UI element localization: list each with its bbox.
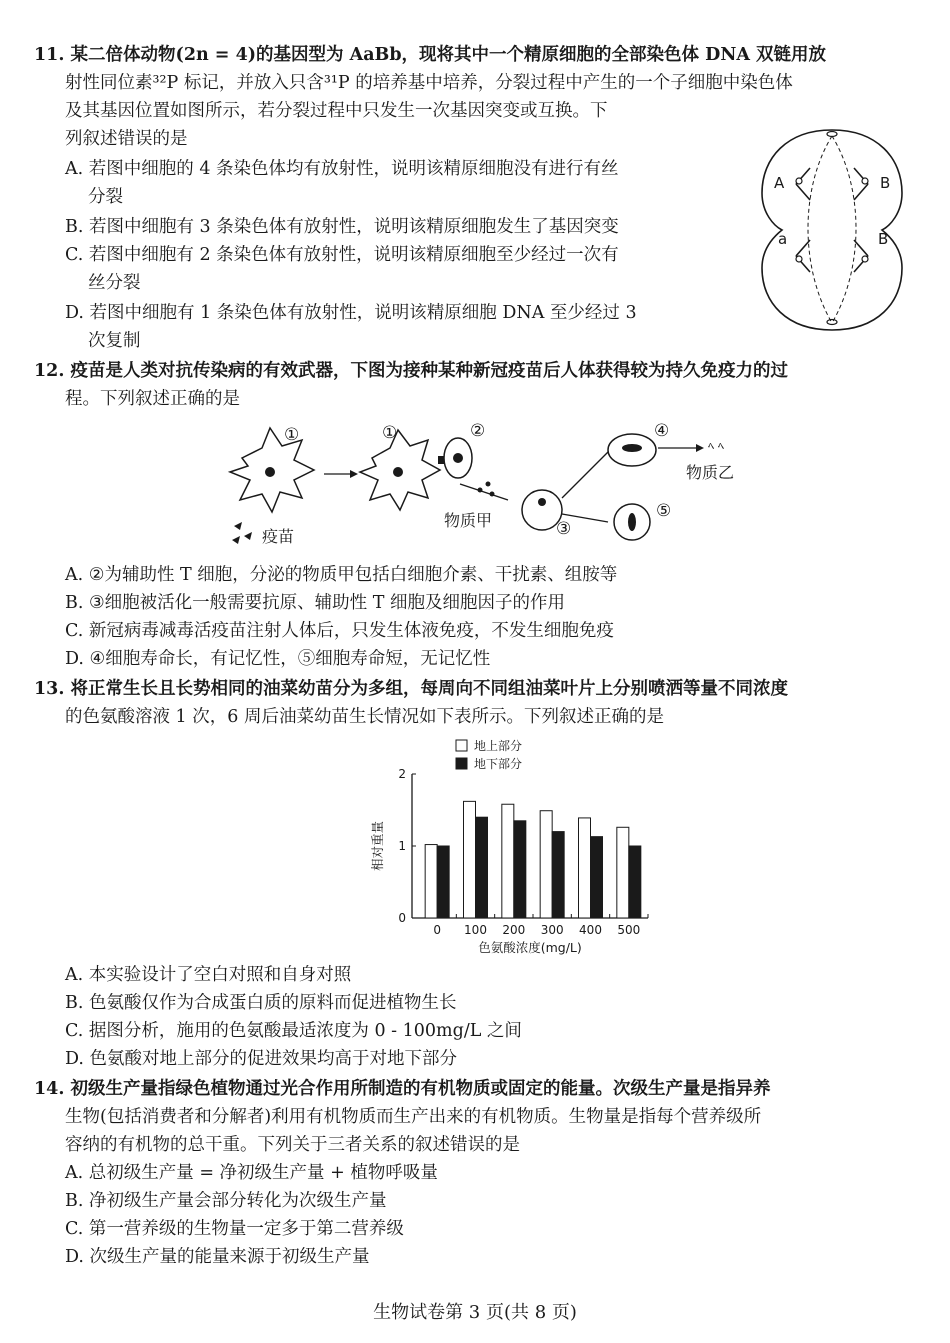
arrow-5-head xyxy=(696,444,704,452)
bar-400-0 xyxy=(579,818,591,918)
substance-a-label: 物质甲 xyxy=(444,511,493,530)
chromosome-bl-arm1 xyxy=(796,240,810,256)
x-tick-label-0: 0 xyxy=(433,923,441,937)
q14-line-1: 14. 初级生产量指绿色植物通过光合作用所制造的有机物质或固定的能量。次级生产量是指异养 xyxy=(34,1079,771,1099)
q11-line-3: 及其基因位置如图所示，若分裂过程中只发生一次基因突变或互换。下 xyxy=(65,101,608,121)
y-tick-label-0: 0 xyxy=(398,911,406,925)
legend-swatch-1 xyxy=(456,758,467,769)
substance-dot-2 xyxy=(486,482,491,487)
y-tick-label-2: 2 xyxy=(398,767,406,781)
bar-400-1 xyxy=(591,837,603,918)
centromere-tr xyxy=(862,178,868,184)
plasma-cell-nucleus xyxy=(622,444,642,452)
q12-option-c: C. 新冠病毒减毒活疫苗注射人体后，只发生体液免疫，不发生细胞免疫 xyxy=(65,621,614,641)
cell-division-figure xyxy=(752,118,932,343)
immune-process-figure xyxy=(222,418,742,558)
gene-label-a: a xyxy=(778,230,788,248)
bar-500-0 xyxy=(617,827,629,918)
q11-option-b: B. 若图中细胞有 3 条染色体有放射性，说明该精原细胞发生了基因突变 xyxy=(65,217,619,237)
y-axis-label: 相对重量 xyxy=(370,820,385,872)
label-5: ⑤ xyxy=(656,501,672,521)
q12-option-d: D. ④细胞寿命长，有记忆性，⑤细胞寿命短，无记忆性 xyxy=(65,649,491,669)
gene-label-B-top: B xyxy=(880,174,891,192)
centrosome-bottom xyxy=(827,320,837,325)
gene-label-B-bottom: B xyxy=(878,230,889,248)
q13-option-c: C. 据图分析，施用的色氨酸最适浓度为 0 - 100mg/L 之间 xyxy=(65,1021,522,1041)
q14-option-b: B. 净初级生产量会部分转化为次级生产量 xyxy=(65,1191,387,1211)
bar-300-1 xyxy=(552,832,564,918)
vaccine-particles xyxy=(232,522,252,544)
q13-option-a: A. 本实验设计了空白对照和自身对照 xyxy=(65,965,352,985)
arrow-1-head xyxy=(350,470,358,478)
q11-option-c-cont: 丝分裂 xyxy=(88,273,141,293)
chromosome-tr-arm2 xyxy=(854,184,868,200)
q12-option-b: B. ③细胞被活化一般需要抗原、辅助性 T 细胞及细胞因子的作用 xyxy=(65,593,565,613)
q13-line-2: 的色氨酸溶液 1 次，6 周后油菜幼苗生长情况如下表所示。下列叙述正确的是 xyxy=(65,707,664,727)
legend-swatch-0 xyxy=(456,740,467,751)
antibody-symbols: ﾍ ﾍ xyxy=(708,439,724,453)
arrow-2 xyxy=(460,484,508,500)
q11-option-a: A. 若图中细胞的 4 条染色体均有放射性，说明该精原细胞没有进行有丝 xyxy=(65,159,619,179)
centromere-tl xyxy=(796,178,802,184)
spindle-left xyxy=(808,136,832,323)
centrosome-top xyxy=(827,132,837,137)
q11-option-a-cont: 分裂 xyxy=(88,187,123,207)
substance-b-label: 物质乙 xyxy=(686,463,735,482)
q12-line-2: 程。下列叙述正确的是 xyxy=(65,389,240,409)
vaccine-label: 疫苗 xyxy=(262,527,295,546)
b-cell-nucleus xyxy=(538,498,546,506)
bar-100-1 xyxy=(476,817,488,918)
memory-cell-nucleus xyxy=(628,513,636,531)
legend-label-1: 地下部分 xyxy=(474,757,523,771)
q14-option-c: C. 第一营养级的生物量一定多于第二营养级 xyxy=(65,1219,404,1239)
gene-label-A: A xyxy=(774,174,785,192)
bar-500-1 xyxy=(629,846,641,918)
chromosome-br-arm1 xyxy=(854,240,868,256)
bar-300-0 xyxy=(540,811,552,918)
q11-option-c: C. 若图中细胞有 2 条染色体有放射性，说明该精原细胞至少经过一次有 xyxy=(65,245,619,265)
arrow-3 xyxy=(562,452,608,498)
bar-200-0 xyxy=(502,804,514,918)
spindle-right xyxy=(832,136,856,323)
x-tick-label-2: 200 xyxy=(502,923,526,937)
label-2: ② xyxy=(470,421,486,441)
x-tick-label-3: 300 xyxy=(540,923,564,937)
q12-line-1: 12. 疫苗是人类对抗传染病的有效武器，下图为接种某种新冠疫苗后人体获得较为持久免疫力的过 xyxy=(34,361,789,381)
q14-line-3: 容纳的有机物的总干重。下列关于三者关系的叙述错误的是 xyxy=(65,1135,520,1155)
apc-nucleus-1 xyxy=(265,467,275,477)
x-tick-label-1: 100 xyxy=(464,923,487,937)
q11-line-4: 列叙述错误的是 xyxy=(65,129,188,149)
q13-option-b: B. 色氨酸仅作为合成蛋白质的原料而促进植物生长 xyxy=(65,993,457,1013)
bar-100-0 xyxy=(464,801,476,918)
q13-option-d: D. 色氨酸对地上部分的促进效果均高于对地下部分 xyxy=(65,1049,458,1069)
q12-option-a: A. ②为辅助性 T 细胞，分泌的物质甲包括白细胞介素、干扰素、组胺等 xyxy=(65,565,618,585)
q11-option-d: D. 若图中细胞有 1 条染色体有放射性，说明该精原细胞 DNA 至少经过 3 xyxy=(65,303,637,323)
apc-nucleus-2 xyxy=(393,467,403,477)
label-4: ④ xyxy=(654,421,670,441)
y-tick-label-1: 1 xyxy=(398,839,406,853)
centromere-br xyxy=(862,256,868,262)
x-tick-label-5: 500 xyxy=(617,923,641,937)
q11-option-d-cont: 次复制 xyxy=(88,331,141,351)
label-1b: ① xyxy=(382,423,398,443)
bar-0-0 xyxy=(425,845,437,918)
centromere-bl xyxy=(796,256,802,262)
legend-label-0: 地上部分 xyxy=(474,739,523,753)
page-footer: 生物试卷第 3 页(共 8 页) xyxy=(373,1302,577,1323)
label-1a: ① xyxy=(284,425,300,445)
tryptophan-bar-chart xyxy=(364,732,664,960)
bar-0-1 xyxy=(437,846,449,918)
q11-line-2: 射性同位素³²P 标记，并放入只含³¹P 的培养基中培养，分裂过程中产生的一个子细胞中染色体 xyxy=(65,73,793,93)
q14-option-a: A. 总初级生产量 = 净初级生产量 + 植物呼吸量 xyxy=(65,1163,438,1183)
substance-dot-3 xyxy=(490,492,495,497)
bar-200-1 xyxy=(514,821,526,918)
chromosome-tl-arm2 xyxy=(796,184,810,200)
q14-line-2: 生物(包括消费者和分解者)利用有机物质而生产出来的有机物质。生物量是指每个营养级所 xyxy=(65,1107,762,1127)
q14-option-d: D. 次级生产量的能量来源于初级生产量 xyxy=(65,1247,370,1267)
x-tick-label-4: 400 xyxy=(579,923,602,937)
label-3: ③ xyxy=(556,519,572,539)
x-axis-label: 色氨酸浓度(mg/L) xyxy=(478,940,582,955)
q11-line-1: 11. 某二倍体动物(2n = 4)的基因型为 AaBb，现将其中一个精原细胞的全部染色体 DNA 双链用放 xyxy=(34,45,826,65)
helper-t-nucleus xyxy=(453,453,463,463)
q13-line-1: 13. 将正常生长且长势相同的油菜幼苗分为多组，每周向不同组油菜叶片上分别喷洒等量不同浓度 xyxy=(34,679,789,699)
substance-dot-1 xyxy=(478,488,483,493)
